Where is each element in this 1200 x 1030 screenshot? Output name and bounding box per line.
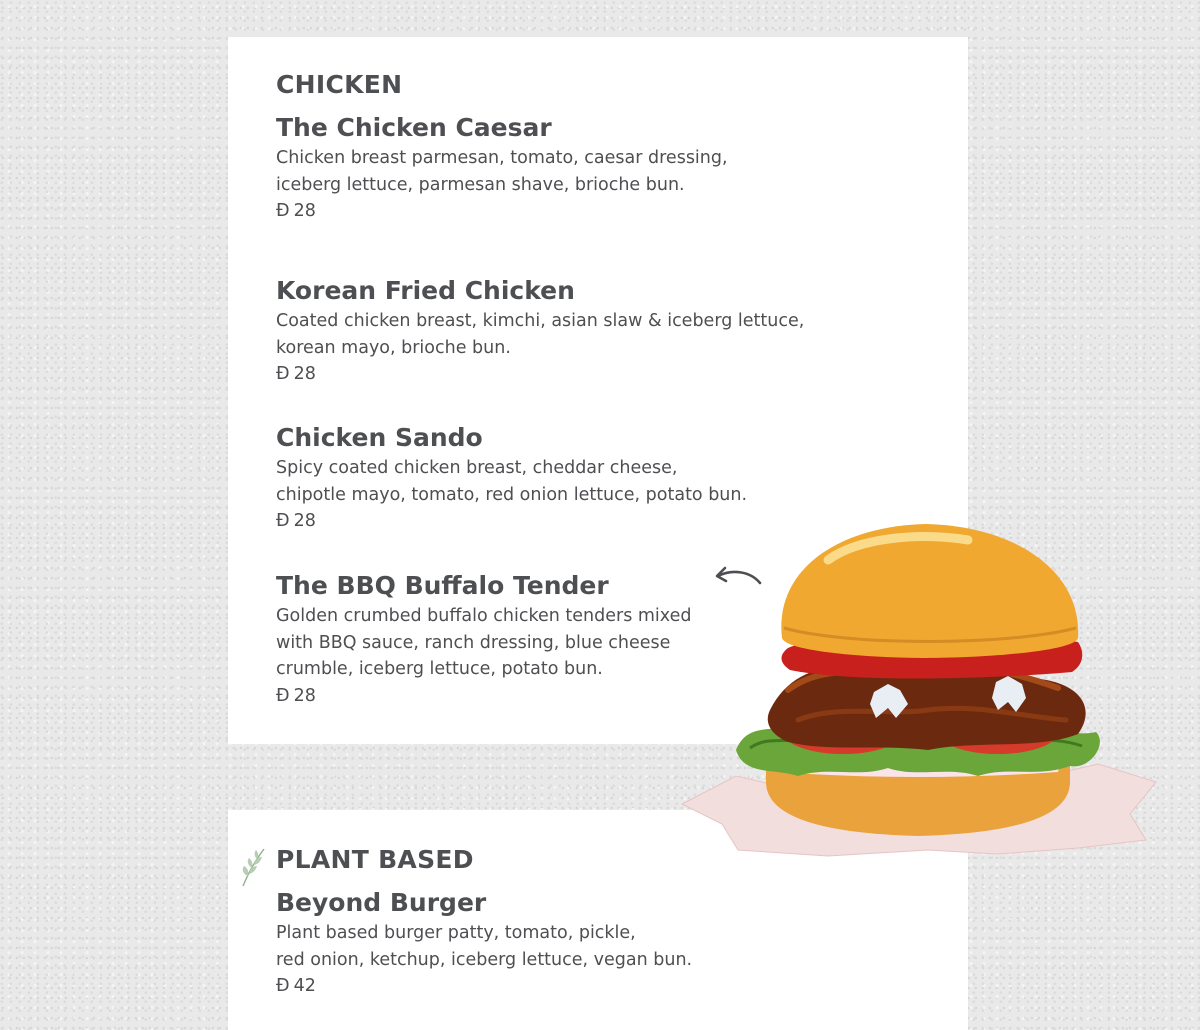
item-name: The Chicken Caesar: [276, 113, 552, 142]
item-description: Chicken breast parmesan, tomato, caesar dressing, iceberg lettuce, parmesan shave, brioche bun.: [276, 148, 728, 195]
item-price: 42: [293, 976, 316, 996]
currency-symbol: Đ: [276, 976, 290, 996]
section-title-chicken: CHICKEN: [276, 70, 403, 99]
item-description: Coated chicken breast, kimchi, asian slaw & iceberg lettuce, korean mayo, brioche bun.: [276, 311, 805, 358]
item-name: Beyond Burger: [276, 888, 487, 917]
item-name: The BBQ Buffalo Tender: [276, 571, 609, 600]
item-price-line: [276, 973, 692, 999]
leaf-icon: [240, 846, 268, 888]
item-description: Plant based burger patty, tomato, pickle, red onion, ketchup, iceberg lettuce, vegan bun.: [276, 923, 693, 970]
item-description: Golden crumbed buffalo chicken tenders mixed with BBQ sauce, ranch dressing, blue cheese crumble, iceberg lettuce, potato bun.: [276, 606, 692, 679]
currency-symbol: Đ: [276, 511, 290, 531]
menu-item: [276, 113, 728, 224]
item-price: 28: [293, 201, 316, 221]
currency-symbol: Đ: [276, 201, 290, 221]
item-price-line: [276, 361, 804, 387]
item-name: Chicken Sando: [276, 423, 483, 452]
item-price: 28: [293, 685, 316, 706]
menu-item: [276, 423, 747, 534]
item-price-line: [276, 508, 747, 534]
menu-item: [276, 888, 692, 999]
item-description: Spicy coated chicken breast, cheddar cheese, chipotle mayo, tomato, red onion lettuce, potato bun.: [276, 458, 748, 505]
section-title-plant-based: PLANT BASED: [276, 845, 474, 874]
burger-image: [678, 520, 1160, 860]
item-price: 28: [293, 364, 316, 384]
currency-symbol: Đ: [276, 364, 290, 384]
item-price-line: [276, 198, 728, 224]
item-price-line: [276, 683, 691, 709]
item-price: 28: [293, 511, 316, 531]
menu-item: [276, 571, 691, 709]
currency-symbol: Đ: [276, 685, 290, 706]
menu-item: [276, 276, 804, 387]
item-name: Korean Fried Chicken: [276, 276, 575, 305]
